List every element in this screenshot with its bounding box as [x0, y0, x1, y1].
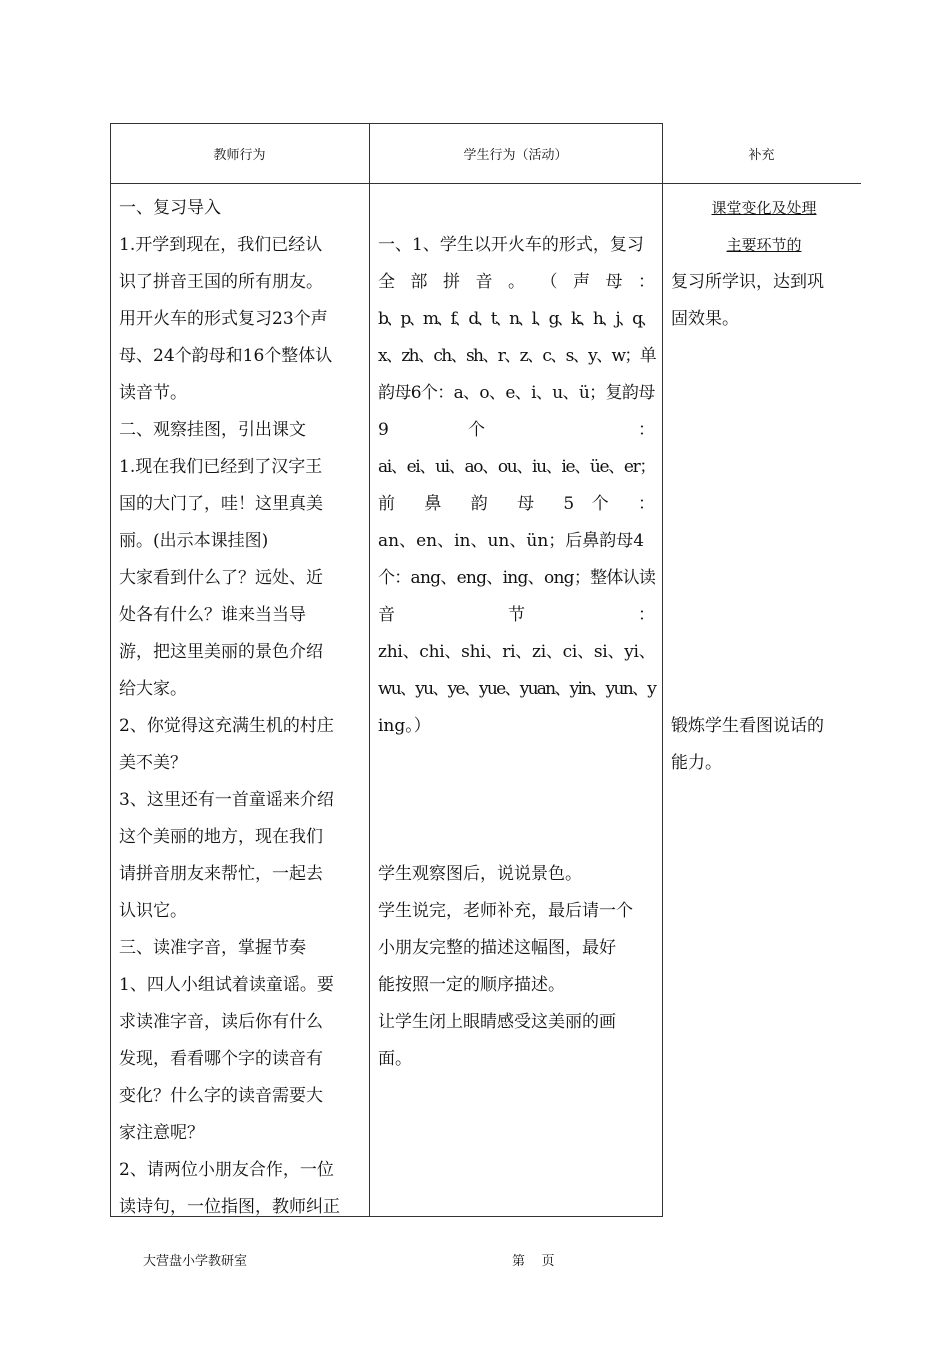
supplement-line: 主要环节的: [726, 236, 802, 254]
footer-page-number: 第 页: [512, 1254, 555, 1269]
student-line: [378, 190, 655, 227]
header-supplement: 补充: [748, 148, 775, 163]
supplement-line: [671, 671, 857, 708]
student-line: 9 个 ：: [378, 420, 655, 440]
student-line: 个：ang、eng、ing、ong；整体认读: [378, 568, 656, 588]
header-teacher: 教师行为: [213, 148, 266, 163]
teacher-line: 1、四人小组试着读童谣。要: [119, 975, 334, 995]
student-line: wu、yu、ye、yue、yuan、yin、yun、y: [378, 679, 656, 699]
teacher-line: 1.现在我们已经到了汉字王: [119, 457, 323, 477]
teacher-line: 大家看到什么了？远处、近: [119, 568, 323, 588]
teacher-line: 读音节。: [119, 383, 187, 403]
student-line: 全 部 拼 音 。 （ 声 母 ：: [378, 272, 655, 292]
supplement-line: 固效果。: [671, 309, 739, 329]
column-divider-1: [369, 123, 370, 1217]
student-line: 一、1、学生以开火车的形式，复习: [378, 235, 644, 255]
student-line: 前 鼻 韵 母 5 个 ：: [378, 494, 655, 514]
teacher-column: [119, 190, 362, 1226]
teacher-line: 给大家。: [119, 679, 187, 699]
student-line: ing。）: [378, 716, 431, 736]
student-line: zhi、chi、shi、ri、zi、ci、si、yi、: [378, 642, 656, 662]
supplement-heading: [671, 190, 857, 227]
supplement-line: [671, 634, 857, 671]
student-line: 能按照一定的顺序描述。: [378, 975, 565, 995]
supplement-line: [671, 523, 857, 560]
supplement-line: [671, 486, 857, 523]
supplement-line: 复习所学识，达到巩: [671, 272, 824, 292]
supplement-line: [671, 375, 857, 412]
teacher-line: 发现，看看哪个字的读音有: [119, 1049, 323, 1069]
supplement-line: 锻炼学生看图说话的: [671, 716, 824, 736]
header-student: 学生行为（活动）: [463, 148, 568, 163]
teacher-line: 1.开学到现在，我们已经认: [119, 235, 323, 255]
teacher-line: 3、这里还有一首童谣来介绍: [119, 790, 334, 810]
supplement-subheading: [671, 227, 857, 264]
student-line: 音 节 ：: [378, 605, 655, 625]
teacher-line: 丽。(出示本课挂图): [119, 531, 269, 551]
supplement-line: [671, 449, 857, 486]
student-line: 让学生闭上眼睛感受这美丽的画: [378, 1012, 616, 1032]
teacher-line: 读诗句，一位指图，教师纠正: [119, 1197, 340, 1217]
teacher-line: 游，把这里美丽的景色介绍: [119, 642, 323, 662]
student-line: 韵母6个：a、o、e、i、u、ü；复韵母: [378, 383, 655, 403]
student-line: x、zh、ch、sh、r、z、c、s、y、w；单: [378, 346, 656, 366]
supplement-line: 能力。: [671, 753, 722, 773]
teacher-line: 识了拼音王国的所有朋友。: [119, 272, 323, 292]
table-left-border: [110, 123, 111, 1217]
teacher-line: 认识它。: [119, 901, 187, 921]
teacher-line: 请拼音朋友来帮忙，一起去: [119, 864, 323, 884]
teacher-line: 2、请两位小朋友合作，一位: [119, 1160, 334, 1180]
teacher-line: 母、24个韵母和16个整体认: [119, 346, 333, 366]
teacher-line: 处各有什么？谁来当当导: [119, 605, 306, 625]
student-line: b、p、m、f、d、t、n、l、g、k、h、j、q、: [378, 309, 655, 329]
teacher-line: 国的大门了，哇！这里真美: [119, 494, 323, 514]
student-line: 面。: [378, 1049, 412, 1069]
student-line: ai、ei、ui、ao、ou、iu、ie、üe、er；: [378, 457, 656, 477]
teacher-line: 用开火车的形式复习23个声: [119, 309, 328, 329]
supplement-line: 课堂变化及处理: [711, 199, 817, 217]
teacher-line: 一、复习导入: [119, 198, 221, 218]
student-line: an、en、in、un、ün；后鼻韵母4: [378, 531, 645, 551]
teacher-line: 这个美丽的地方，现在我们: [119, 827, 323, 847]
student-line: [378, 819, 655, 856]
teacher-line: 美不美？: [119, 753, 187, 773]
teacher-line: 三、读准字音，掌握节奏: [119, 938, 306, 958]
teacher-line: 二、观察挂图，引出课文: [119, 420, 306, 440]
student-line: 学生说完，老师补充，最后请一个: [378, 901, 633, 921]
teacher-line: 变化？什么字的读音需要大: [119, 1086, 323, 1106]
teacher-line: 家注意呢？: [119, 1123, 204, 1143]
column-divider-2: [662, 123, 663, 1217]
supplement-line: [671, 412, 857, 449]
supplement-line: [671, 560, 857, 597]
supplement-column: [671, 190, 857, 782]
student-line: [378, 745, 655, 782]
supplement-line: [671, 597, 857, 634]
student-line: 小朋友完整的描述这幅图，最好: [378, 938, 616, 958]
supplement-line: [671, 338, 857, 375]
teacher-line: 2、你觉得这充满生机的村庄: [119, 716, 334, 736]
student-line: 学生观察图后，说说景色。: [378, 864, 582, 884]
student-column: [378, 190, 655, 1078]
teacher-line: 求读准字音，读后你有什么: [119, 1012, 323, 1032]
student-line: [378, 782, 655, 819]
footer-left: 大营盘小学教研室: [143, 1254, 248, 1269]
